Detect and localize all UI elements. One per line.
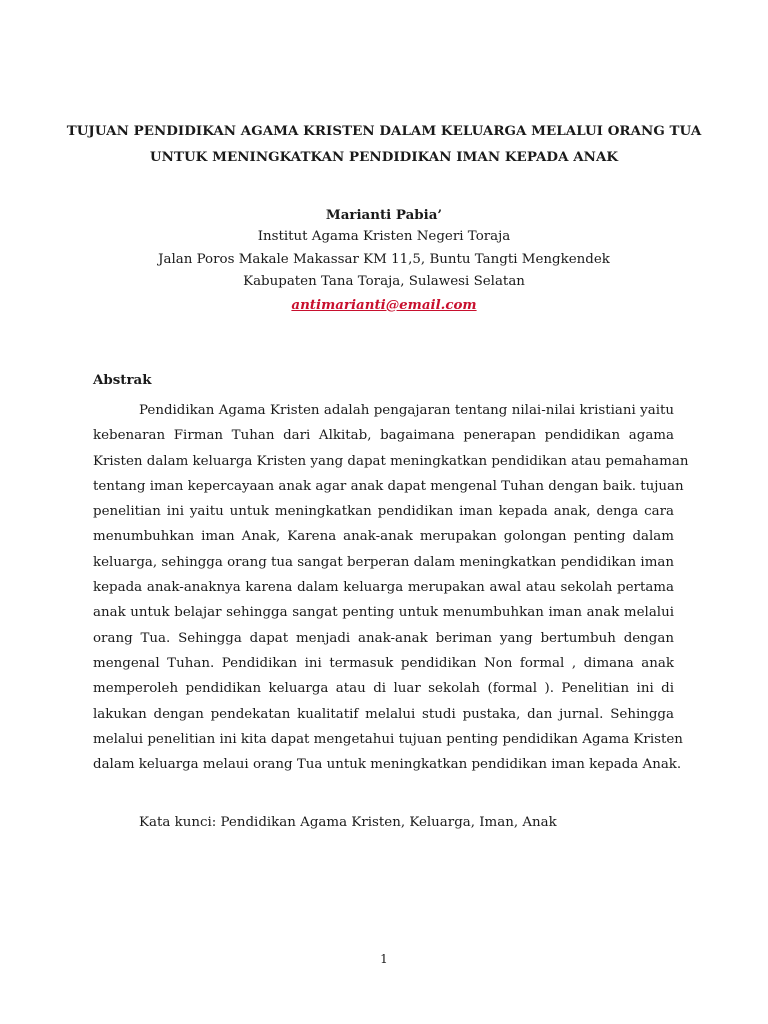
paper-title	[60, 118, 708, 170]
title-line-1: TUJUAN PENDIDIKAN AGAMA KRISTEN DALAM KELUARGA MELALUI ORANG TUA	[66, 123, 702, 139]
abstract-line: anak untuk belajar sehingga sangat penting untuk menumbuhkan iman anak melalui	[93, 605, 674, 621]
abstract-line: Kristen dalam keluarga Kristen yang dapat meningkatkan pendidikan atau pemahaman	[93, 453, 689, 469]
abstract-heading: Abstrak	[93, 372, 152, 388]
author-block	[60, 204, 708, 317]
page-number: 1	[380, 952, 388, 966]
abstract-body	[93, 398, 689, 777]
author-name: Marianti Pabia’	[325, 207, 443, 223]
abstract-line: kebenaran Firman Tuhan dari Alkitab, bagaimana penerapan pendidikan agama	[93, 428, 674, 444]
abstract-line: menumbuhkan iman Anak, Karena anak-anak merupakan golongan penting dalam	[93, 529, 674, 545]
abstract-line: orang Tua. Sehingga dapat menjadi anak-anak beriman yang bertumbuh dengan	[93, 630, 674, 646]
author-email-link[interactable]: antimarianti@email.com	[291, 296, 477, 313]
abstract-line: penelitian ini yaitu untuk meningkatkan pendidikan iman kepada anak, denga cara	[93, 504, 674, 520]
abstract-line: kepada anak-anaknya karena dalam keluarga merupakan awal atau sekolah pertama	[93, 580, 674, 596]
keywords: Kata kunci: Pendidikan Agama Kristen, Keluarga, Iman, Anak	[139, 815, 557, 830]
abstract-line: lakukan dengan pendekatan kualitatif melalui studi pustaka, dan jurnal. Sehingga	[93, 706, 674, 722]
author-address-line-2: Kabupaten Tana Toraja, Sulawesi Selatan	[243, 274, 525, 290]
author-address-line-1: Jalan Poros Makale Makassar KM 11,5, Buntu Tangti Mengkendek	[158, 251, 610, 267]
abstract-line: tentang iman kepercayaan anak agar anak dapat mengenal Tuhan dengan baik. tujuan	[93, 478, 684, 494]
abstract-line: Pendidikan Agama Kristen adalah pengajaran tentang nilai-nilai kristiani yaitu	[139, 403, 674, 418]
author-institution: Institut Agama Kristen Negeri Toraja	[257, 229, 511, 245]
abstract-line: melalui penelitian ini kita dapat mengetahui tujuan penting pendidikan Agama Kristen	[93, 731, 683, 747]
abstract-line: mengenal Tuhan. Pendidikan ini termasuk pendidikan Non formal , dimana anak	[93, 655, 674, 671]
title-line-2: UNTUK MENINGKATKAN PENDIDIKAN IMAN KEPADA ANAK	[149, 149, 619, 165]
abstract-line: dalam keluarga melaui orang Tua untuk meningkatkan pendidikan iman kepada Anak.	[93, 757, 682, 773]
abstract-line: keluarga, sehingga orang tua sangat berperan dalam meningkatkan pendidikan iman	[93, 554, 674, 570]
abstract-line: memperoleh pendidikan keluarga atau di luar sekolah (formal ). Penelitian ini di	[93, 681, 674, 697]
